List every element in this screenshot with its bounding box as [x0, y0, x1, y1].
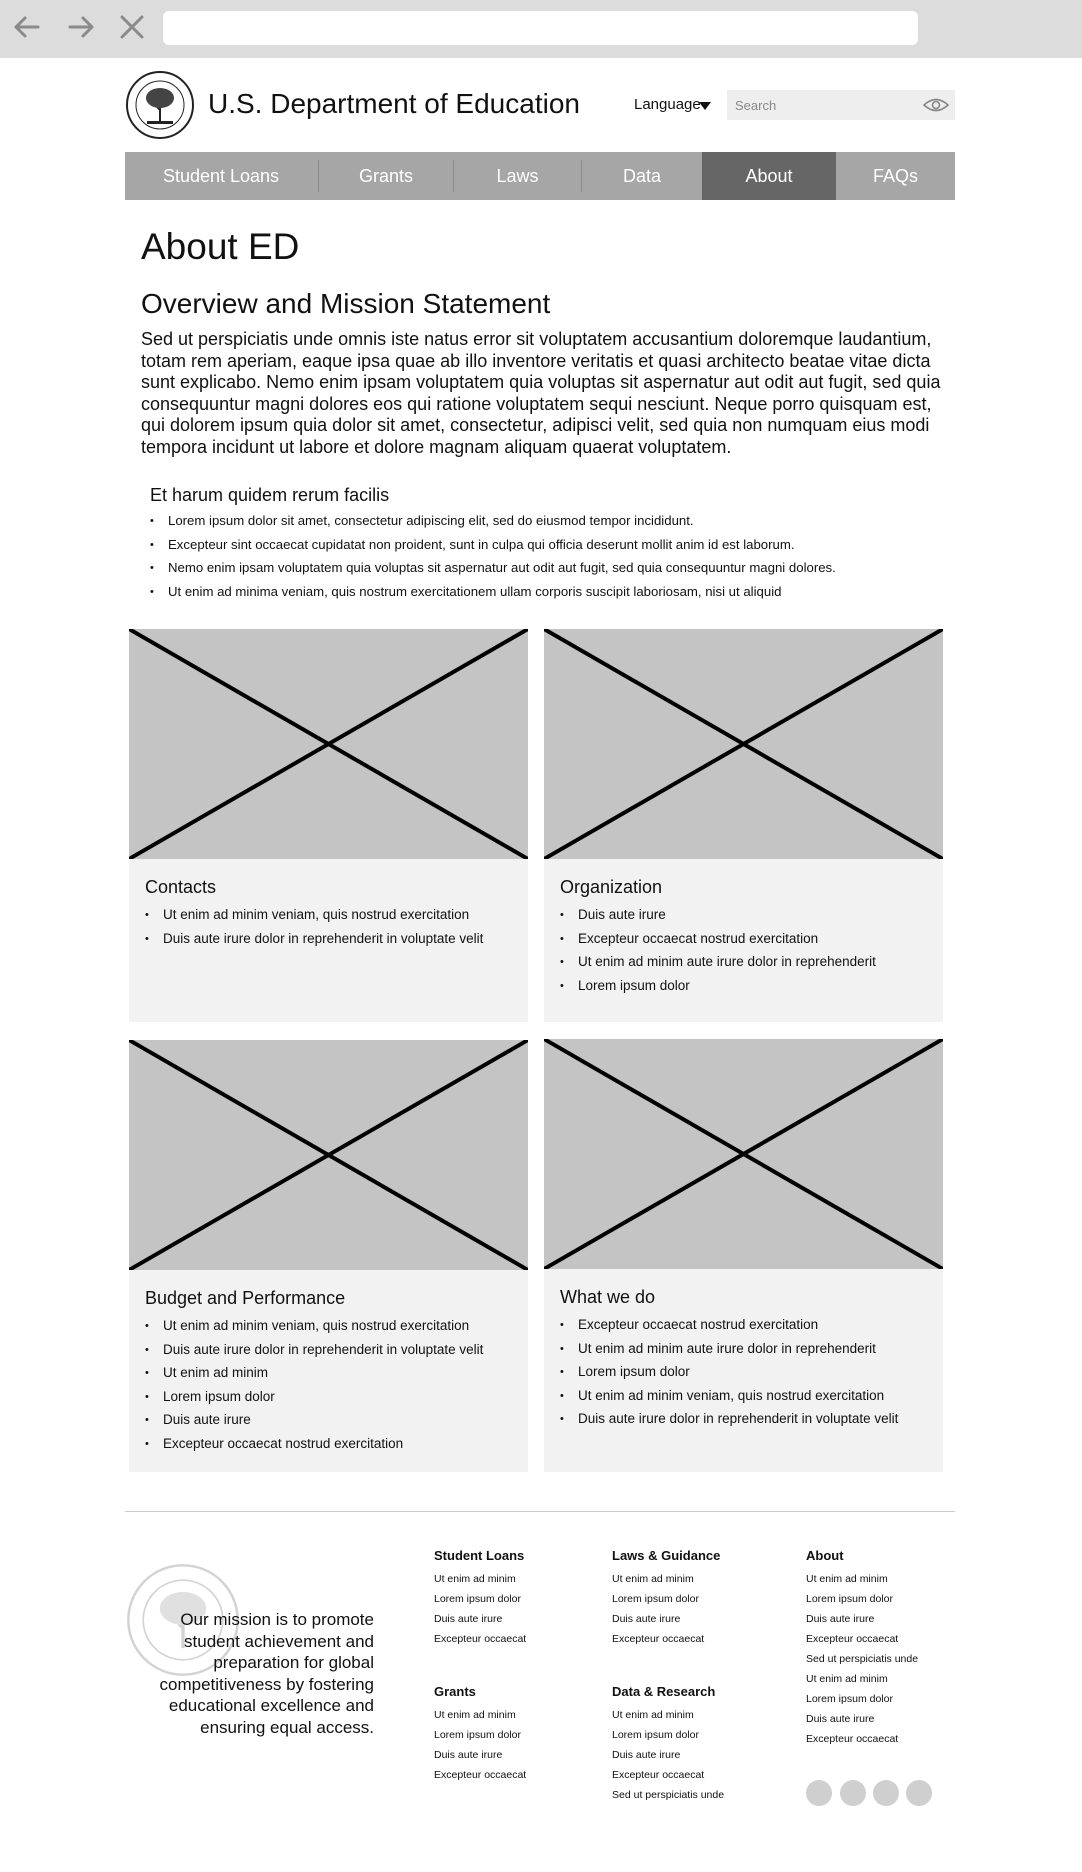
card-list [145, 906, 483, 953]
footer-link[interactable]: Lorem ipsum dolor [806, 1593, 893, 1605]
footer-link[interactable]: Sed ut perspiciatis unde [612, 1789, 725, 1801]
footer-link[interactable]: Ut enim ad minim [434, 1709, 516, 1721]
card-what-we-do[interactable] [544, 1039, 943, 1472]
card-list-item: • Excepteur occaecat nostrud exercitation [560, 930, 876, 954]
footer-heading[interactable]: About [806, 1548, 844, 1563]
main-nav [125, 152, 955, 200]
search-input[interactable] [727, 90, 917, 120]
footer-divider [125, 1511, 955, 1512]
card-list-item: • Ut enim ad minim veniam, quis nostrud exercitation [560, 1387, 898, 1411]
card-list-item: • Ut enim ad minim aute irure dolor in reprehenderit [560, 953, 876, 977]
caret-down-icon[interactable] [699, 102, 711, 110]
social-icon[interactable] [806, 1780, 832, 1806]
footer-link[interactable]: Lorem ipsum dolor [434, 1729, 521, 1741]
footer-link[interactable]: Excepteur occaecat [434, 1633, 527, 1645]
card-title: Budget and Performance [145, 1288, 346, 1308]
overview-paragraph: Sed ut perspiciatis unde omnis iste natus error sit voluptatem accusantium doloremque laudantium, totam rem aperiam, eaque ipsa quae ab illo inventore veritatis et quasi architecto beatae vitae dicta sunt explicabo. Nemo enim ipsam voluptatem quia voluptas sit aspernatur aut odit aut fugit, sed quia consequuntur magni dolores eos qui ratione voluptatem sequi nesciunt. Neque porro quisquam est, qui dolorem ipsum quia dolor sit amet, consectetur, adipisci velit, sed quia non numquam eius modi tempora incidunt ut labore et dolore magnam aliquam quaerat voluptatem. [141, 329, 941, 457]
card-budget-performance[interactable] [129, 1040, 528, 1472]
search-box [727, 90, 955, 120]
site-title[interactable]: U.S. Department of Education [208, 88, 580, 119]
list-item: • Excepteur sint occaecat cupidatat non proident, sunt in culpa qui officia deserunt mollit anim id est laborum. [150, 536, 836, 560]
social-icon[interactable] [873, 1780, 899, 1806]
image-placeholder [544, 629, 943, 859]
list-item: • Nemo enim ipsam voluptatem quia voluptas sit aspernatur aut odit aut fugit, sed quia consequuntur magni dolores. [150, 559, 836, 583]
footer-link[interactable]: Excepteur occaecat [612, 1769, 705, 1781]
card-list-item: • Ut enim ad minim [145, 1364, 483, 1388]
image-placeholder [544, 1039, 943, 1269]
card-list-item: • Lorem ipsum dolor [560, 977, 876, 1001]
footer-link[interactable]: Excepteur occaecat [612, 1633, 705, 1645]
footer-column-about [806, 1548, 918, 1752]
card-contacts[interactable] [129, 629, 528, 1022]
footer-link[interactable]: Lorem ipsum dolor [434, 1593, 521, 1605]
card-list-item: • Ut enim ad minim veniam, quis nostrud exercitation [145, 906, 483, 930]
footer-heading[interactable]: Student Loans [434, 1548, 525, 1563]
card-list-item: • Duis aute irure dolor in reprehenderit in voluptate velit [145, 930, 483, 954]
footer-link[interactable]: Duis aute irure [806, 1613, 875, 1625]
forward-arrow-icon[interactable] [64, 10, 98, 44]
list-heading: Et harum quidem rerum facilis [150, 485, 390, 505]
footer-link[interactable]: Duis aute irure [434, 1613, 503, 1625]
card-list-item: • Ut enim ad minim aute irure dolor in reprehenderit [560, 1340, 898, 1364]
close-icon[interactable] [115, 10, 149, 44]
footer-link[interactable]: Ut enim ad minim [806, 1573, 888, 1585]
card-list-item: • Duis aute irure dolor in reprehenderit in voluptate velit [145, 1341, 483, 1365]
footer-link[interactable]: Duis aute irure [612, 1613, 681, 1625]
image-placeholder-icon [544, 629, 943, 859]
footer-heading[interactable]: Data & Research [612, 1684, 716, 1699]
footer-link[interactable]: Duis aute irure [434, 1749, 503, 1761]
card-organization[interactable] [544, 629, 943, 1022]
footer-column-grants [434, 1684, 526, 1788]
language-selector[interactable]: Language [634, 96, 701, 113]
department-seal-logo[interactable] [125, 70, 195, 140]
image-placeholder-icon [544, 1039, 943, 1269]
footer-column-data-research [612, 1684, 724, 1808]
list-item: • Lorem ipsum dolor sit amet, consectetur adipiscing elit, sed do eiusmod tempor incididunt. [150, 512, 836, 536]
nav-item-faqs[interactable]: FAQs [872, 165, 918, 186]
nav-item-data[interactable]: Data [622, 165, 662, 186]
image-placeholder [129, 1040, 528, 1270]
card-title: Contacts [145, 877, 217, 897]
nav-item-student-loans[interactable]: Student Loans [162, 165, 280, 186]
image-placeholder [129, 629, 528, 859]
footer-heading[interactable]: Laws & Guidance [612, 1548, 721, 1563]
mission-statement: Our mission is to promote student achievement and preparation for global competitiveness by fostering educational excellence and ensuring equal access. [159, 1610, 374, 1737]
eye-icon[interactable] [923, 96, 949, 114]
card-title: What we do [560, 1287, 656, 1307]
footer-link[interactable]: Excepteur occaecat [434, 1769, 527, 1781]
card-list-item: • Ut enim ad minim veniam, quis nostrud exercitation [145, 1317, 483, 1341]
footer-link[interactable]: Ut enim ad minim [434, 1573, 516, 1585]
card-list [145, 1317, 483, 1458]
footer-link[interactable]: Ut enim ad minim [806, 1673, 888, 1685]
footer-column-student-loans [434, 1548, 526, 1652]
social-icon[interactable] [840, 1780, 866, 1806]
nav-item-grants[interactable]: Grants [358, 165, 414, 186]
card-list-item: • Lorem ipsum dolor [560, 1363, 898, 1387]
address-bar[interactable] [163, 11, 918, 45]
browser-toolbar [0, 0, 1082, 58]
footer-heading[interactable]: Grants [434, 1684, 476, 1699]
card-list [560, 906, 876, 1000]
footer-link[interactable]: Excepteur occaecat [806, 1733, 899, 1745]
section-heading: Overview and Mission Statement [141, 288, 551, 319]
footer-link[interactable]: Duis aute irure [806, 1713, 875, 1725]
page-title: About ED [141, 226, 300, 267]
image-placeholder-icon [129, 1040, 528, 1270]
footer-link[interactable]: Lorem ipsum dolor [612, 1593, 699, 1605]
social-icon[interactable] [906, 1780, 932, 1806]
overview-bullet-list [150, 512, 836, 606]
footer-link[interactable]: Ut enim ad minim [612, 1709, 694, 1721]
footer-link[interactable]: Lorem ipsum dolor [612, 1729, 699, 1741]
footer-link[interactable]: Duis aute irure [612, 1749, 681, 1761]
footer-link[interactable]: Ut enim ad minim [612, 1573, 694, 1585]
card-list-item: • Excepteur occaecat nostrud exercitation [560, 1316, 898, 1340]
card-list [560, 1316, 898, 1434]
footer-link[interactable]: Sed ut perspiciatis unde [806, 1653, 919, 1665]
footer-link[interactable]: Excepteur occaecat [806, 1633, 899, 1645]
card-title: Organization [560, 877, 663, 897]
image-placeholder-icon [129, 629, 528, 859]
nav-item-laws[interactable]: Laws [496, 165, 539, 186]
list-item: • Ut enim ad minima veniam, quis nostrum exercitationem ullam corporis suscipit laboriosam, nisi ut aliquid [150, 583, 836, 607]
card-list-item: • Duis aute irure [560, 906, 876, 930]
footer-link[interactable]: Lorem ipsum dolor [806, 1693, 893, 1705]
card-list-item: • Duis aute irure [145, 1411, 483, 1435]
card-list-item: • Duis aute irure dolor in reprehenderit in voluptate velit [560, 1410, 898, 1434]
card-list-item: • Lorem ipsum dolor [145, 1388, 483, 1412]
back-arrow-icon[interactable] [10, 10, 44, 44]
footer-column-laws-guidance [612, 1548, 720, 1652]
card-list-item: • Excepteur occaecat nostrud exercitation [145, 1435, 483, 1459]
nav-item-about[interactable]: About [702, 152, 836, 200]
